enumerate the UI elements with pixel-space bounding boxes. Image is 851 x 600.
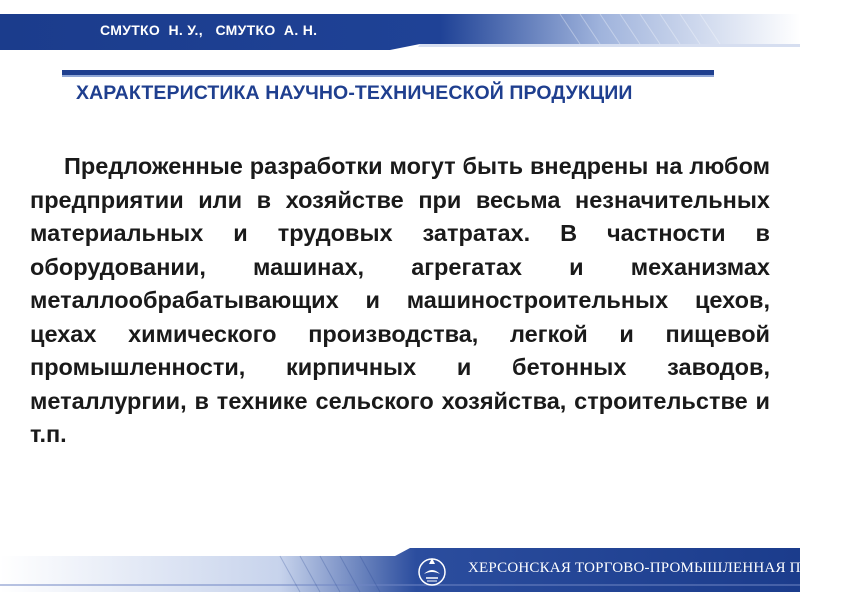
title-divider-light: [62, 75, 714, 77]
authors-label: СМУТКО Н. У., СМУТКО А. Н.: [100, 22, 318, 38]
slide-body-text: Предложенные разработки могут быть внедрены на любом предприятии или в хозяйстве при весьма незначительных материальных и трудовых затратах. В частности в оборудовании, машинах, агрегатах и механизмах металлообрабатывающих и машиностроительных цехов, цехах химического производства, легкой и пищевой промышленности, кирпичных и бетонных заводов, металлургии, в технике сельского хозяйства, строительстве и т.п.: [30, 153, 770, 447]
organization-name: ХЕРСОНСКАЯ ТОРГОВО-ПРОМЫШЛЕННАЯ ПАЛАТА: [468, 560, 851, 576]
slide-title: ХАРАКТЕРИСТИКА НАУЧНО-ТЕХНИЧЕСКОЙ ПРОДУКЦИИ: [76, 82, 633, 104]
chamber-of-commerce-logo-icon: [414, 552, 450, 588]
